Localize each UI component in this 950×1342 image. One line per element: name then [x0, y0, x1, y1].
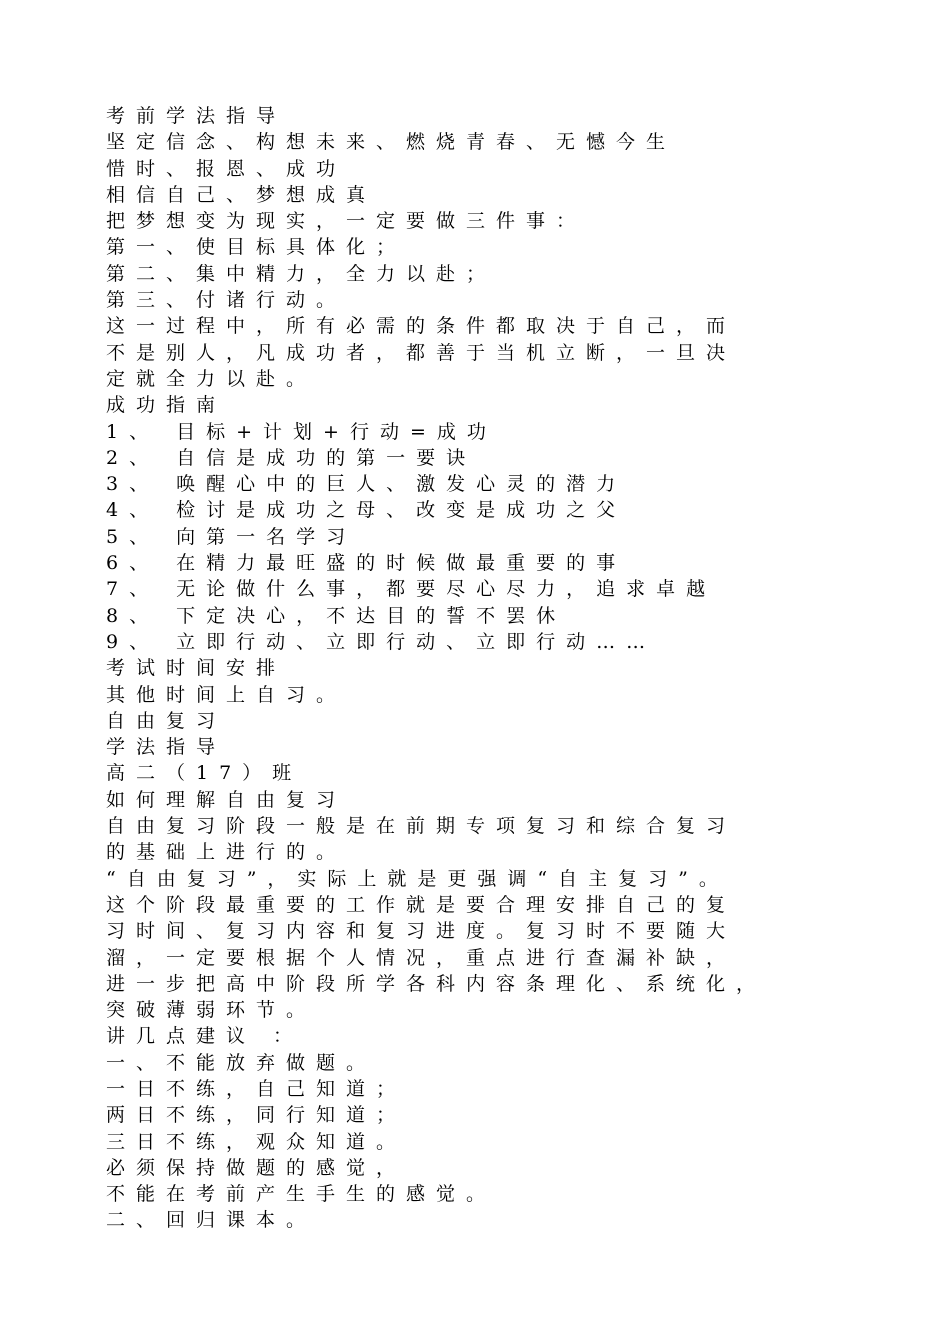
- text-line: 4、 检讨是成功之母、改变是成功之父: [106, 499, 627, 522]
- text-line: 6、 在精力最旺盛的时候做最重要的事: [106, 552, 627, 575]
- text-line: 三日不练，观众知道。: [106, 1130, 407, 1153]
- text-line: 的基础上进行的。: [106, 841, 347, 864]
- text-line: 如何理解自由复习: [106, 788, 347, 811]
- document-text: [106, 103, 866, 1234]
- text-line: 一、不能放弃做题。: [106, 1051, 377, 1074]
- text-line: 考试时间安排: [106, 657, 287, 680]
- text-line: 7、 无论做什么事，都要尽心尽力，追求卓越: [106, 578, 717, 601]
- text-line: 两日不练，同行知道；: [106, 1104, 407, 1127]
- text-line: 第二、集中精力，全力以赴；: [106, 262, 497, 285]
- text-line: 学法指导: [106, 736, 227, 759]
- text-line: 自由复习阶段一般是在前期专项复习和综合复习: [106, 815, 737, 838]
- text-line: 第一、使目标具体化；: [106, 236, 407, 259]
- text-line: 这个阶段最重要的工作就是要合理安排自己的复: [106, 893, 737, 916]
- text-line: 不能在考前产生手生的感觉。: [106, 1183, 497, 1206]
- text-line: 高二（17）班: [106, 762, 303, 785]
- text-line: 不是别人，凡成功者，都善于当机立断，一旦决: [106, 341, 737, 364]
- text-line: 进一步把高中阶段所学各科内容条理化、系统化，: [106, 972, 767, 995]
- text-line: 把梦想变为现实，一定要做三件事：: [106, 210, 587, 233]
- text-line: 成功指南: [106, 394, 227, 417]
- text-line: 其他时间上自习。: [106, 683, 347, 706]
- text-line: 讲几点建议 ：: [106, 1025, 304, 1048]
- text-line: 坚定信念、构想未来、燃烧青春、无憾今生: [106, 131, 677, 154]
- text-line: 第三、付诸行动。: [106, 289, 347, 312]
- text-line: 定就全力以赴。: [106, 367, 317, 390]
- text-line: 溜，一定要根据个人情况，重点进行查漏补缺，: [106, 946, 737, 969]
- text-line: 这一过程中，所有必需的条件都取决于自己，而: [106, 315, 737, 338]
- text-line: 5、 向第一名学习: [106, 525, 357, 548]
- text-line: “自由复习”，实际上就是更强调“自主复习”。: [106, 867, 729, 890]
- text-line: 必须保持做题的感觉，: [106, 1156, 407, 1179]
- text-line: 习时间、复习内容和复习进度。复习时不要随大: [106, 920, 737, 943]
- text-line: 2、 自信是成功的第一要诀: [106, 446, 477, 469]
- text-line: 相信自己、梦想成真: [106, 183, 377, 206]
- text-line: 9、 立即行动、立即行动、立即行动……: [106, 630, 657, 653]
- text-line: 一日不练，自己知道；: [106, 1077, 407, 1100]
- text-line: 二、回归课本。: [106, 1209, 317, 1232]
- text-line: 考前学法指导: [106, 105, 287, 127]
- text-line: 突破薄弱环节。: [106, 999, 317, 1022]
- text-line: 1、 目标+计划+行动=成功: [106, 420, 497, 443]
- text-line: 3、 唤醒心中的巨人、激发心灵的潜力: [106, 473, 627, 496]
- text-line: 惜时、报恩、成功: [106, 157, 347, 180]
- text-line: 自由复习: [106, 709, 227, 732]
- text-line: 8、 下定决心，不达目的誓不罢休: [106, 604, 567, 627]
